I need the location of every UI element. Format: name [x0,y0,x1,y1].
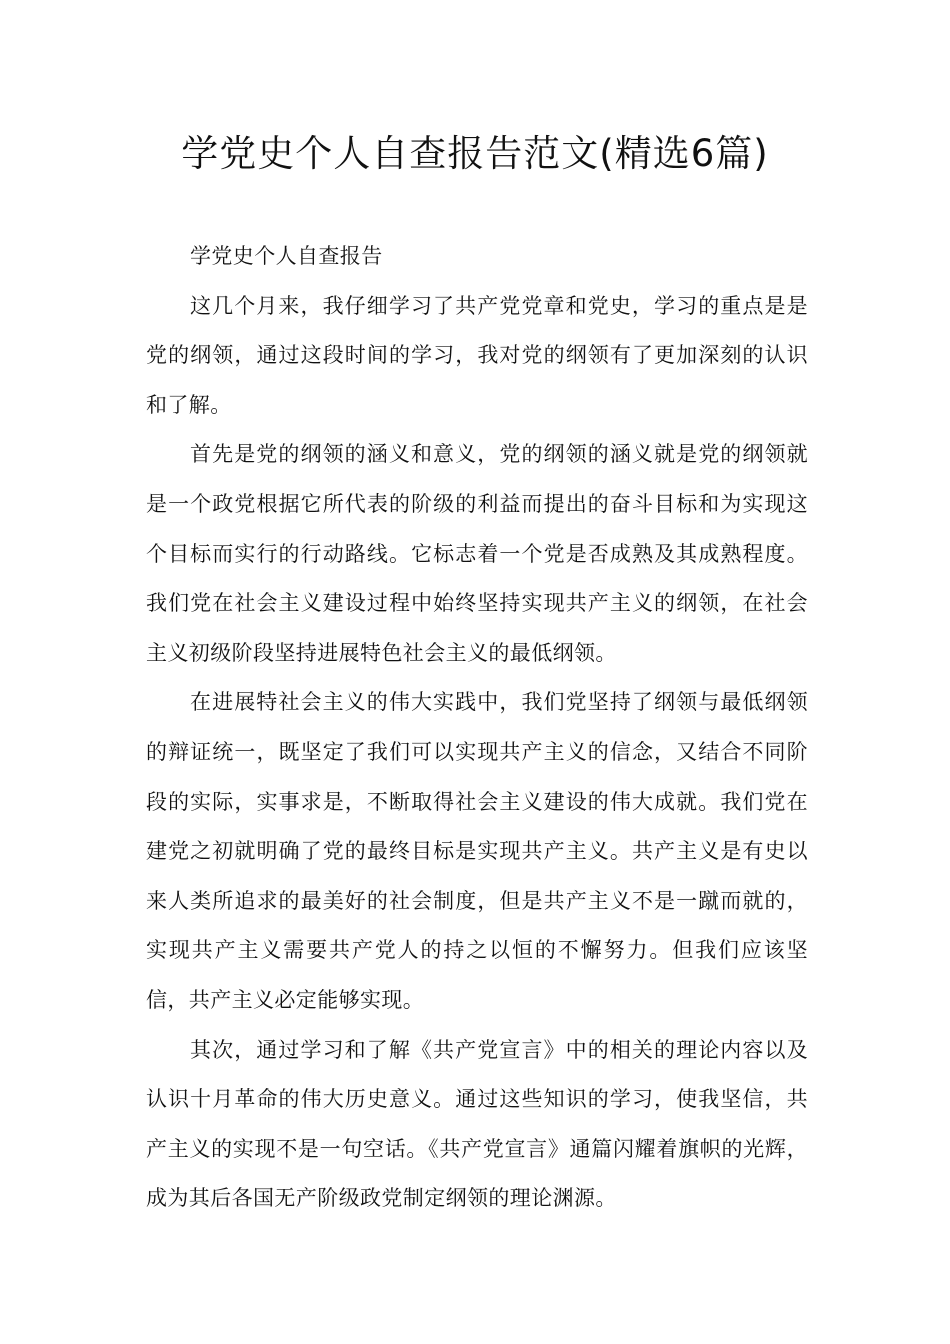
paragraph: 在进展特社会主义的伟大实践中，我们党坚持了纲领与最低纲领的辩证统一，既坚定了我们可以实现共产主义的信念，又结合不同阶段的实际，实事求是，不断取得社会主义建设的伟大成就。我们党在建党之初就明确了党的最终目标是实现共产主义。共产主义是有史以来人类所追求的最美好的社会制度，但是共产主义不是一蹴而就的，实现共产主义需要共产党人的持之以恒的不懈努力。但我们应该坚信，共产主义必定能够实现。 [146,690,808,1012]
paragraph: 首先是党的纲领的涵义和意义，党的纲领的涵义就是党的纲领就是一个政党根据它所代表的阶级的利益而提出的奋斗目标和为实现这个目标而实行的行动路线。它标志着一个党是否成熟及其成熟程度。我们党在社会主义建设过程中始终坚持实现共产主义的纲领，在社会主义初级阶段坚持进展特色社会主义的最低纲领。 [146,442,808,665]
section-heading: 学党史个人自查报告 [190,244,383,268]
paragraph: 其次，通过学习和了解《共产党宣言》中的相关的理论内容以及认识十月革命的伟大历史意义。通过这些知识的学习，使我坚信，共产主义的实现不是一句空话。《共产党宣言》通篇闪耀着旗帜的光辉，成为其后各国无产阶级政党制定纲领的理论渊源。 [146,1037,808,1211]
document-body [146,232,808,1224]
document-title: 学党史个人自查报告范文(精选6篇) [181,132,769,175]
paragraph: 这几个月来，我仔细学习了共产党党章和党史，学习的重点是是党的纲领，通过这段时间的学习，我对党的纲领有了更加深刻的认识和了解。 [146,293,808,417]
